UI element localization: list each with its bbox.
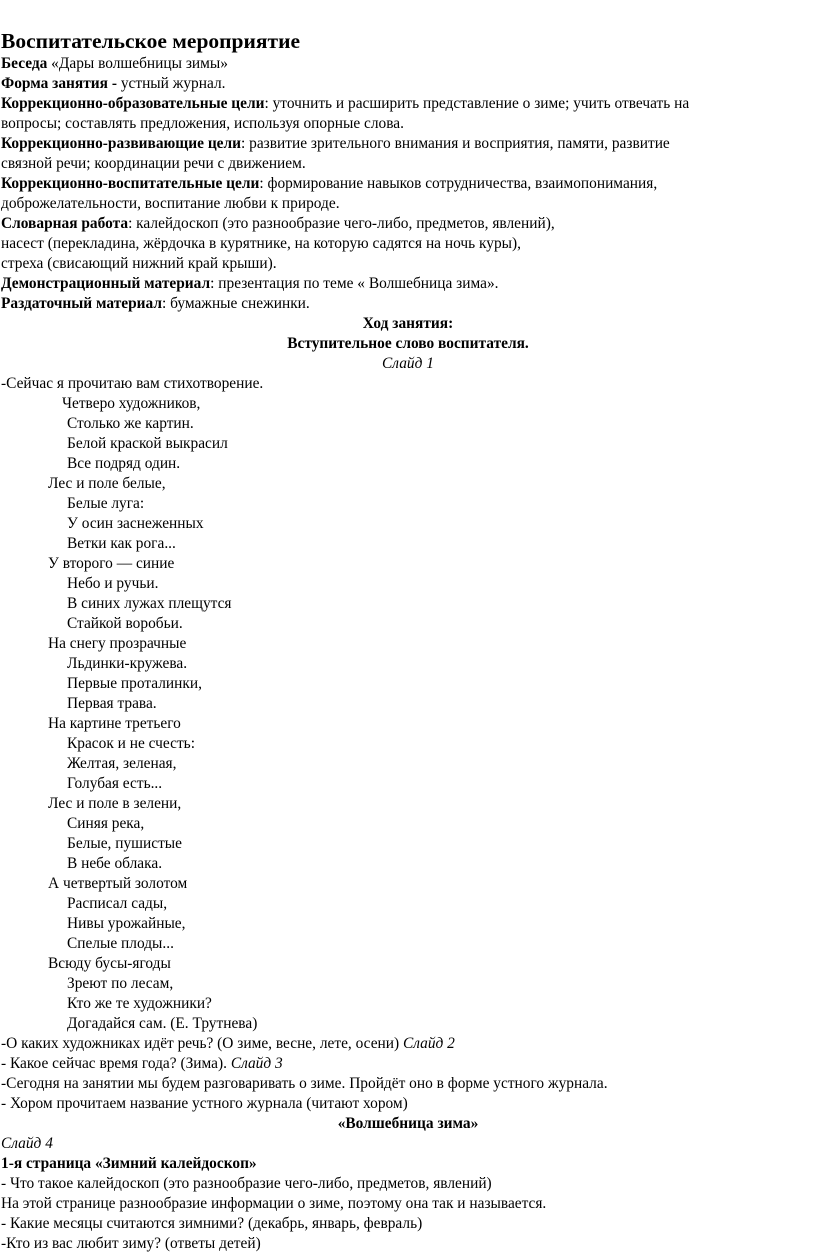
poem-line: Белые, пушистые: [67, 835, 182, 852]
poem-line: На картине третьего: [48, 715, 181, 732]
poem-line: У осин заснеженных: [67, 515, 204, 532]
poem-line: Красок и не счесть:: [67, 735, 195, 752]
poem-line: В небе облака.: [67, 855, 163, 872]
lesson-subheading: Вступительное слово воспитателя.: [287, 335, 529, 352]
corr-vosp-value: : формирование навыков сотрудничества, взаимопонимания,: [259, 175, 658, 192]
poem-line: Желтая, зеленая,: [67, 755, 177, 772]
corr-edu-line-2: вопросы; составлять предложения, используя опорные слова.: [1, 115, 404, 132]
text-line-6: На этой странице разнообразие информации о зиме, поэтому она так и называется.: [1, 1195, 547, 1212]
text-line-5: - Что такое калейдоскоп (это разнообразие чего-либо, предметов, явлений): [1, 1175, 492, 1192]
page-title: Воспитательское мероприятие: [1, 29, 301, 53]
poem-line: Догадайся сам. (Е. Трутнева): [67, 1015, 258, 1032]
corr-edu-value: : уточнить и расширить представление о зиме; учить отвечать на: [264, 95, 690, 112]
question-1-text: -О каких художниках идёт речь? (О зиме, весне, лете, осени): [1, 1035, 403, 1052]
demo-line: [1, 274, 498, 294]
slide-4-label: Слайд 4: [1, 1135, 53, 1152]
corr-edu-label: Коррекционно-образовательные цели: [1, 95, 265, 112]
journal-title: «Волшебница зима»: [337, 1115, 479, 1132]
text-line-4: - Хором прочитаем название устного журнала (читают хором): [1, 1095, 408, 1112]
form-line: [1, 74, 226, 94]
corr-edu-line: [1, 94, 689, 114]
poem-line: Ветки как рога...: [67, 535, 176, 552]
poem-line: Все подряд один.: [67, 455, 181, 472]
poem-line: Белые луга:: [67, 495, 145, 512]
poem-line: А четвертый золотом: [48, 875, 188, 892]
poem-line: Белой краской выкрасил: [67, 435, 228, 452]
topic-label: Беседа: [1, 55, 48, 72]
poem-line: Небо и ручьи.: [67, 575, 159, 592]
handout-label: Раздаточный материал: [1, 295, 162, 312]
poem-line: Нивы урожайные,: [67, 915, 186, 932]
topic-line: [1, 54, 228, 74]
corr-vosp-label: Коррекционно-воспитательные цели: [1, 175, 260, 192]
question-1-line: [1, 1034, 455, 1054]
slide-2-label: Слайд 2: [402, 1035, 455, 1052]
poem-line: Стайкой воробьи.: [67, 615, 183, 632]
vocab-line: [1, 214, 555, 234]
vocab-label: Словарная работа: [1, 215, 129, 232]
form-label: Форма занятия -: [1, 75, 117, 92]
demo-value: : презентация по теме « Волшебница зима».: [210, 275, 499, 292]
poem-line: Первая трава.: [67, 695, 157, 712]
corr-dev-line-2: связной речи; координации речи с движением.: [1, 155, 306, 172]
corr-vosp-line: [1, 174, 657, 194]
page-1-title: 1-я страница «Зимний калейдоскоп»: [1, 1155, 257, 1172]
lesson-heading: Ход занятия:: [362, 315, 454, 332]
corr-vosp-line-2: доброжелательности, воспитание любви к природе.: [1, 195, 340, 212]
vocab-line-3: стреха (свисающий нижний край крыши).: [1, 255, 277, 272]
question-2-line: [1, 1054, 283, 1074]
poem-line: Столько же картин.: [67, 415, 194, 432]
handout-value: : бумажные снежинки.: [161, 295, 310, 312]
handout-line: [1, 294, 310, 314]
poem-line: Первые проталинки,: [67, 675, 202, 692]
read-intro-line: -Сейчас я прочитаю вам стихотворение.: [1, 375, 264, 392]
poem-line: Зреют по лесам,: [67, 975, 174, 992]
text-line-8: -Кто из вас любит зиму? (ответы детей): [1, 1235, 261, 1252]
text-line-3: -Сегодня на занятии мы будем разговаривать о зиме. Пройдёт оно в форме устного журнала.: [1, 1075, 608, 1092]
poem-line: Синяя река,: [67, 815, 145, 832]
poem-line: Четверо художников,: [62, 395, 201, 412]
topic-value: «Дары волшебницы зимы»: [47, 55, 228, 72]
corr-dev-value: : развитие зрительного внимания и восприятия, памяти, развитие: [241, 135, 670, 152]
poem-line: Лес и поле белые,: [48, 475, 166, 492]
poem-line: Спелые плоды...: [67, 935, 174, 952]
demo-label: Демонстрационный материал: [1, 275, 211, 292]
corr-dev-line: [1, 134, 670, 154]
poem-line: В синих лужах плещутся: [67, 595, 232, 612]
vocab-value: : калейдоскоп (это разнообразие чего-либо, предметов, явлений),: [128, 215, 555, 232]
poem-line: На снегу прозрачные: [48, 635, 187, 652]
poem-line: Кто же те художники?: [67, 995, 212, 1012]
poem-line: Льдинки-кружева.: [67, 655, 188, 672]
poem-line: Всюду бусы-ягоды: [48, 955, 171, 972]
poem-line: Голубая есть...: [67, 775, 163, 792]
poem-line: У второго — синие: [48, 555, 175, 572]
corr-dev-label: Коррекционно-развивающие цели: [1, 135, 242, 152]
poem-line: Расписал сады,: [67, 895, 168, 912]
text-line-7: - Какие месяцы считаются зимними? (декабрь, январь, февраль): [1, 1215, 423, 1232]
slide-3-label: Слайд 3: [230, 1055, 283, 1072]
form-value: устный журнал.: [116, 75, 226, 92]
question-2-text: - Какое сейчас время года? (Зима).: [1, 1055, 231, 1072]
slide-1-label: Слайд 1: [382, 355, 434, 372]
vocab-line-2: насест (перекладина, жёрдочка в курятнике, на которую садятся на ночь куры),: [1, 235, 521, 252]
poem-line: Лес и поле в зелени,: [48, 795, 182, 812]
